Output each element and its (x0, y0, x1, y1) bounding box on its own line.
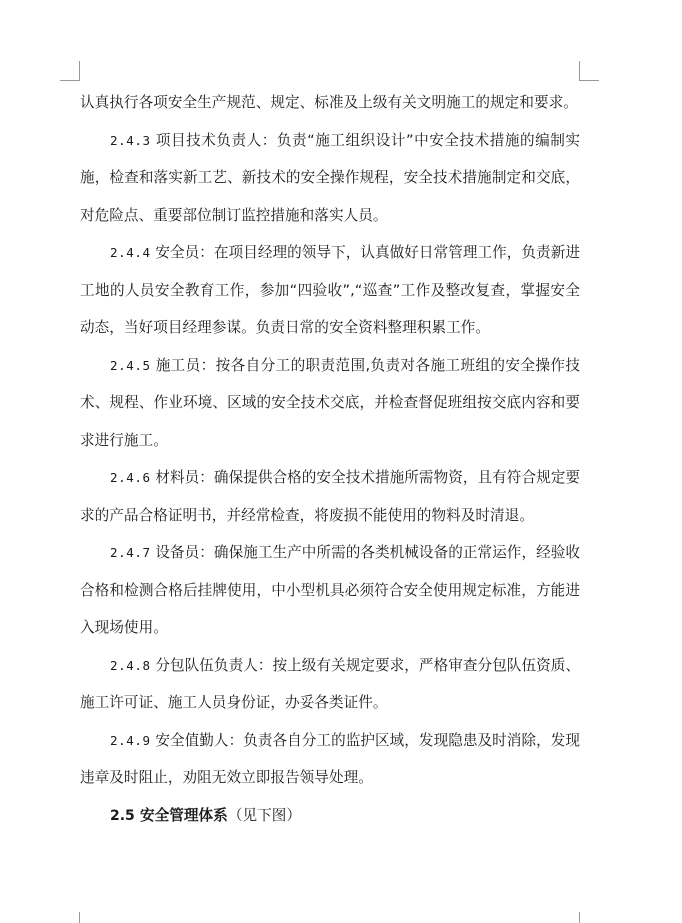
crop-mark-bottom-left (60, 912, 80, 923)
paragraph-text: 项目技术负责人：负责“施工组织设计”中安全技术措施的编制实施，检查和落实新工艺、新技术的安全操作规程，安全技术措施制定和交底，对危险点、重要部位制订监控措施和落实人员。 (80, 131, 580, 224)
paragraph-text: 施工员：按各自分工的职责范围,负责对各施工班组的安全操作技术、规程、作业环境、区域的安全技术交底，并检查督促班组按交底内容和要求进行施工。 (80, 356, 580, 449)
section-number: 2.4.9 (110, 732, 151, 748)
paragraph-text: 分包队伍负责人：按上级有关规定要求，严格审查分包队伍资质、施工许可证、施工人员身份证，办妥各类证件。 (80, 656, 581, 711)
paragraph-text: 材料员：确保提供合格的安全技术措施所需物资，且有符合规定要求的产品合格证明书，并经常检查，将废损不能使用的物料及时清退。 (80, 469, 581, 524)
paragraph-2-4-8 (80, 647, 580, 722)
section-number: 2.4.3 (110, 132, 151, 148)
paragraph-text: 安全员：在项目经理的领导下，认真做好日常管理工作，负责新进工地的人员安全教育工作，参加“四验收”,“巡查”工作及整改复查，掌握安全动态，当好项目经理参谋。负责日常的安全资料整理积累工作。 (80, 244, 581, 336)
heading-note: （见下图） (227, 806, 302, 824)
paragraph-2-4-6 (80, 459, 580, 534)
paragraph-2-4-5 (80, 347, 580, 460)
section-number: 2.4.6 (110, 470, 151, 485)
section-heading-2-5 (80, 797, 580, 836)
paragraph-text: 认真执行各项安全生产规范、规定、标准及上级有关文明施工的规定和要求。 (80, 94, 578, 111)
section-number: 2.4.8 (110, 657, 151, 673)
section-number: 2.4.5 (110, 357, 151, 373)
crop-mark-top-left (60, 61, 80, 81)
section-number: 2.4.4 (110, 245, 151, 260)
paragraph-2-4-3 (80, 122, 580, 235)
document-body (80, 84, 580, 835)
heading-number: 2.5 (110, 807, 135, 824)
paragraph-text: 设备员：确保施工生产中所需的各类机械设备的正常运作，经验收合格和检测合格后挂牌使用，中小型机具必须符合安全使用规定标准，方能进入现场使用。 (80, 544, 581, 636)
crop-mark-bottom-right (579, 912, 599, 923)
paragraph-continuation (80, 84, 580, 122)
heading-title: 安全管理体系 (139, 806, 228, 824)
paragraph-text: 安全值勤人：负责各自分工的监护区域，发现隐患及时消除，发现违章及时阻止，劝阻无效立即报告领导处理。 (80, 731, 581, 786)
paragraph-2-4-9 (80, 722, 580, 797)
crop-mark-top-right (579, 61, 599, 81)
paragraph-2-4-4 (80, 234, 580, 347)
section-number: 2.4.7 (110, 545, 151, 560)
paragraph-2-4-7 (80, 534, 580, 647)
